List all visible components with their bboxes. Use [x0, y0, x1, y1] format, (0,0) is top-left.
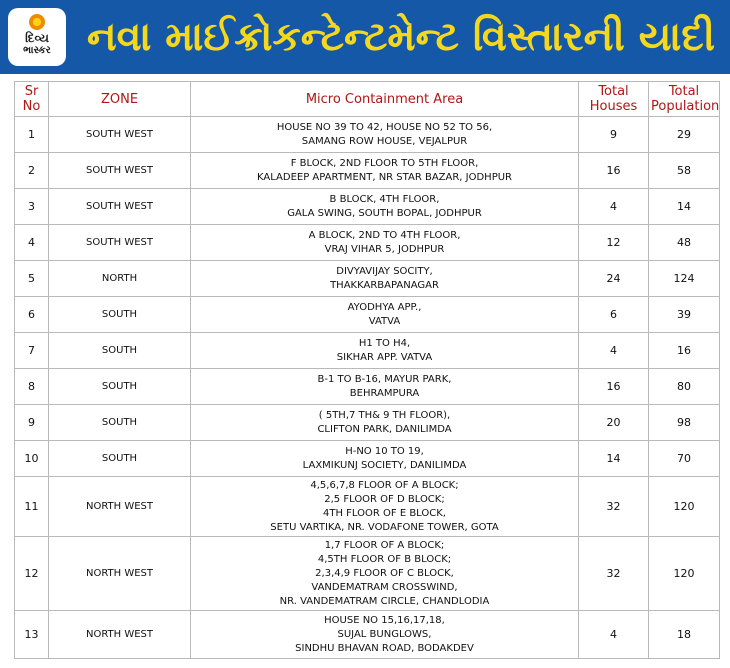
cell-sr: 5 — [15, 261, 49, 297]
cell-zone: SOUTH WEST — [49, 225, 191, 261]
table-row — [15, 117, 720, 153]
cell-sr: 13 — [15, 611, 49, 659]
cell-sr: 11 — [15, 477, 49, 537]
cell-zone: NORTH — [49, 261, 191, 297]
cell-houses: 32 — [579, 477, 649, 537]
cell-sr: 12 — [15, 537, 49, 611]
cell-population: 18 — [649, 611, 720, 659]
cell-population: 16 — [649, 333, 720, 369]
cell-houses: 14 — [579, 441, 649, 477]
cell-houses: 16 — [579, 153, 649, 189]
cell-zone: SOUTH — [49, 333, 191, 369]
cell-houses: 32 — [579, 537, 649, 611]
cell-area: HOUSE NO 39 TO 42, HOUSE NO 52 TO 56, SAMANG ROW HOUSE, VEJALPUR — [191, 117, 579, 153]
cell-houses: 4 — [579, 333, 649, 369]
cell-sr: 6 — [15, 297, 49, 333]
cell-zone: SOUTH — [49, 441, 191, 477]
cell-zone: SOUTH — [49, 297, 191, 333]
cell-zone: SOUTH — [49, 405, 191, 441]
table-row — [15, 611, 720, 659]
cell-sr: 2 — [15, 153, 49, 189]
cell-sr: 8 — [15, 369, 49, 405]
cell-sr: 1 — [15, 117, 49, 153]
cell-sr: 3 — [15, 189, 49, 225]
column-header-houses: Total Houses — [579, 82, 649, 117]
table-row — [15, 189, 720, 225]
cell-population: 80 — [649, 369, 720, 405]
column-header-zone: ZONE — [49, 82, 191, 117]
column-header-population: Total Population — [649, 82, 720, 117]
cell-zone: SOUTH WEST — [49, 117, 191, 153]
cell-area: H1 TO H4, SIKHAR APP. VATVA — [191, 333, 579, 369]
cell-area: B BLOCK, 4TH FLOOR, GALA SWING, SOUTH BOPAL, JODHPUR — [191, 189, 579, 225]
cell-zone: SOUTH WEST — [49, 189, 191, 225]
table-row — [15, 225, 720, 261]
containment-table — [14, 81, 720, 659]
cell-population: 124 — [649, 261, 720, 297]
cell-houses: 6 — [579, 297, 649, 333]
table-header-row — [15, 82, 720, 117]
cell-houses: 12 — [579, 225, 649, 261]
cell-area: H-NO 10 TO 19, LAXMIKUNJ SOCIETY, DANILIMDA — [191, 441, 579, 477]
cell-area: B-1 TO B-16, MAYUR PARK, BEHRAMPURA — [191, 369, 579, 405]
cell-sr: 7 — [15, 333, 49, 369]
cell-population: 120 — [649, 537, 720, 611]
cell-population: 70 — [649, 441, 720, 477]
page-title: નવા માઈક્રોકન્ટેન્ટમેન્ટ વિસ્તારની યાદી — [86, 14, 716, 60]
table-row — [15, 369, 720, 405]
cell-area: 4,5,6,7,8 FLOOR OF A BLOCK; 2,5 FLOOR OF D BLOCK; 4TH FLOOR OF E BLOCK, SETU VARTIKA, NR. VODAFONE TOWER, GOTA — [191, 477, 579, 537]
column-header-sr: Sr No — [15, 82, 49, 117]
table-row — [15, 333, 720, 369]
cell-population: 58 — [649, 153, 720, 189]
cell-houses: 24 — [579, 261, 649, 297]
logo-text-line2: ભાસ્કર — [23, 45, 51, 56]
cell-population: 120 — [649, 477, 720, 537]
cell-sr: 10 — [15, 441, 49, 477]
cell-zone: NORTH WEST — [49, 477, 191, 537]
divya-bhaskar-logo — [8, 8, 66, 66]
cell-zone: SOUTH — [49, 369, 191, 405]
cell-houses: 9 — [579, 117, 649, 153]
table-row — [15, 153, 720, 189]
table-row — [15, 537, 720, 611]
table-row — [15, 261, 720, 297]
containment-table-wrapper — [14, 81, 719, 659]
title-banner — [0, 0, 730, 74]
cell-area: A BLOCK, 2ND TO 4TH FLOOR, VRAJ VIHAR 5, JODHPUR — [191, 225, 579, 261]
table-row — [15, 297, 720, 333]
cell-population: 29 — [649, 117, 720, 153]
cell-zone: NORTH WEST — [49, 611, 191, 659]
cell-area: DIVYAVIJAY SOCITY, THAKKARBAPANAGAR — [191, 261, 579, 297]
cell-sr: 9 — [15, 405, 49, 441]
sun-icon — [29, 14, 45, 30]
column-header-area: Micro Containment Area — [191, 82, 579, 117]
cell-area: F BLOCK, 2ND FLOOR TO 5TH FLOOR, KALADEEP APARTMENT, NR STAR BAZAR, JODHPUR — [191, 153, 579, 189]
cell-population: 98 — [649, 405, 720, 441]
cell-area: AYODHYA APP., VATVA — [191, 297, 579, 333]
cell-zone: NORTH WEST — [49, 537, 191, 611]
cell-area: 1,7 FLOOR OF A BLOCK; 4,5TH FLOOR OF B BLOCK; 2,3,4,9 FLOOR OF C BLOCK, VANDEMATRAM CROSSWIND, NR. VANDEMATRAM CIRCLE, CHANDLODIA — [191, 537, 579, 611]
cell-houses: 4 — [579, 611, 649, 659]
cell-sr: 4 — [15, 225, 49, 261]
cell-zone: SOUTH WEST — [49, 153, 191, 189]
cell-population: 39 — [649, 297, 720, 333]
table-row — [15, 441, 720, 477]
logo-text-line1: દિવ્ય — [25, 31, 49, 45]
table-row — [15, 405, 720, 441]
cell-houses: 16 — [579, 369, 649, 405]
cell-area: HOUSE NO 15,16,17,18, SUJAL BUNGLOWS, SINDHU BHAVAN ROAD, BODAKDEV — [191, 611, 579, 659]
table-row — [15, 477, 720, 537]
cell-area: ( 5TH,7 TH& 9 TH FLOOR), CLIFTON PARK, DANILIMDA — [191, 405, 579, 441]
table-body — [15, 117, 720, 659]
cell-population: 14 — [649, 189, 720, 225]
cell-houses: 20 — [579, 405, 649, 441]
cell-population: 48 — [649, 225, 720, 261]
cell-houses: 4 — [579, 189, 649, 225]
